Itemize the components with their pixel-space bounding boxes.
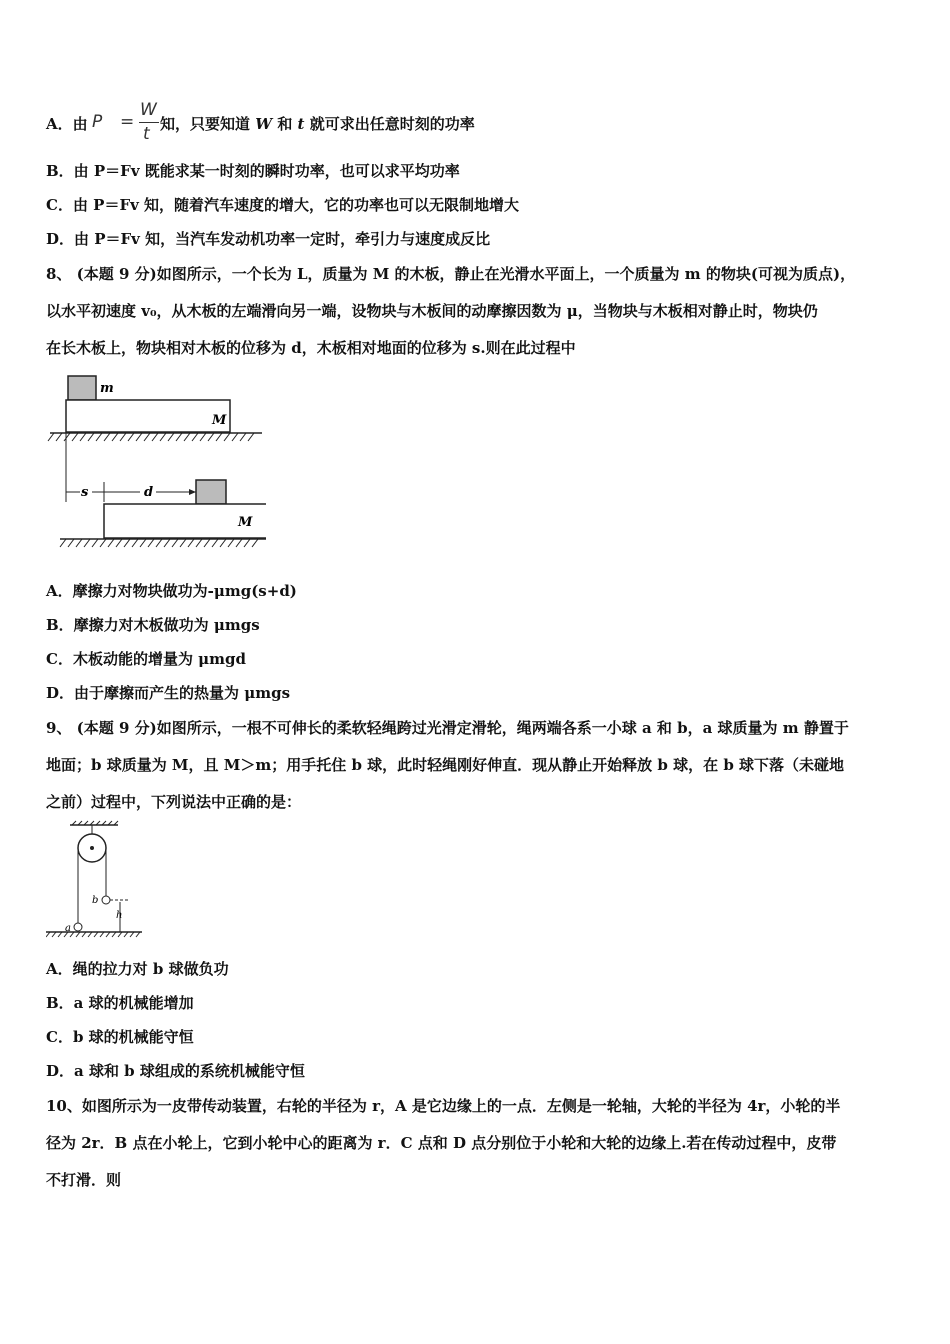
ball-a [74, 923, 82, 931]
q7-option-d: D．由 P＝Fv 知，当汽车发动机功率一定时，牵引力与速度成反比 [46, 230, 491, 248]
block-m-top [68, 376, 96, 400]
q7-option-b: B．由 P＝Fv 既能求某一时刻的瞬时功率，也可以求平均功率 [46, 162, 460, 180]
label-M-top: M [212, 413, 227, 428]
q10-stem-line3: 不打滑．则 [46, 1171, 122, 1189]
q7-a-text [160, 114, 475, 134]
label-d: d [144, 485, 154, 500]
label-a: a [65, 923, 71, 934]
label-M-bottom: M [238, 515, 253, 530]
q7-a-t: t [297, 115, 305, 133]
block-m-bottom [196, 480, 226, 504]
q9-stem-line1: 9、 (本题 9 分)如图所示，一根不可伸长的柔软轻绳跨过光滑定滑轮，绳两端各系一小球 a 和 b，a 球质量为 m 静置于 [46, 719, 849, 737]
label-b: b [92, 895, 99, 906]
label-s: s [81, 485, 89, 500]
formula-P: P [92, 112, 103, 132]
q7-a-and: 和 [272, 115, 298, 133]
ground-hatch-top [48, 433, 254, 441]
formula-t: t [143, 124, 150, 144]
fraction-bar [139, 122, 159, 123]
q8-option-b: B．摩擦力对木板做功为 μmgs [46, 616, 260, 634]
q10-stem-line2: 径为 2r．B 点在小轮上，它到小轮中心的距离为 r．C 点和 D 点分别位于小轮和大轮的边缘上.若在传动过程中，皮带 [46, 1134, 837, 1152]
q9-figure-pulley [46, 820, 146, 940]
q9-stem-line2: 地面；b 球质量为 M，且 M＞m；用手托住 b 球，此时轻绳刚好伸直．现从静止开始释放 b 球，在 b 球下落（未碰地 [46, 756, 845, 774]
q8-option-a: A．摩擦力对物块做功为-μmg(s+d) [46, 582, 297, 600]
q8-option-d: D．由于摩擦而产生的热量为 μmgs [46, 684, 291, 702]
q7-a-post1: 知，只要知道 [160, 115, 256, 133]
q8-stem-line2: 以水平初速度 v₀，从木板的左端滑向另一端，设物块与木板间的动摩擦因数为 μ，当物块与木板相对静止时，物块仍 [46, 302, 818, 320]
q9-option-d: D．a 球和 b 球组成的系统机械能守恒 [46, 1062, 305, 1080]
q8-stem-line1: 8、 (本题 9 分)如图所示，一个长为 L，质量为 M 的木板，静止在光滑水平面上，一个质量为 m 的物块(可视为质点)， [46, 265, 856, 283]
q9-option-b: B．a 球的机械能增加 [46, 994, 194, 1012]
q10-stem-line1: 10、如图所示为一皮带传动装置，右轮的半径为 r，A 是它边缘上的一点．左侧是一轮轴，大轮的半径为 4r，小轮的半 [46, 1097, 841, 1115]
q7-option-c: C．由 P＝Fv 知，随着汽车速度的增大，它的功率也可以无限制地增大 [46, 196, 520, 214]
q8-stem-line3: 在长木板上，物块相对木板的位移为 d，木板相对地面的位移为 s.则在此过程中 [46, 339, 576, 357]
q7-a-prefix: A．由 [46, 115, 88, 133]
ground-hatch-bottom [60, 539, 258, 547]
label-h: h [116, 910, 123, 921]
q7-option-a [46, 114, 88, 134]
arrow-d-head [189, 489, 196, 495]
pulley-axle [90, 846, 94, 850]
q9-option-c: C．b 球的机械能守恒 [46, 1028, 194, 1046]
q7-a-post2: 就可求出任意时刻的功率 [304, 115, 475, 133]
formula-equals: = [120, 112, 135, 132]
q9-stem-line3: 之前）过程中，下列说法中正确的是： [46, 793, 302, 811]
q8-option-c: C．木板动能的增量为 μmgd [46, 650, 246, 668]
formula-W: W [140, 100, 157, 120]
board-M-top [66, 400, 230, 432]
q8-figure-board-block [46, 372, 266, 554]
label-m: m [100, 381, 114, 396]
q9-option-a: A．绳的拉力对 b 球做负功 [46, 960, 229, 978]
ball-b [102, 896, 110, 904]
q7-a-W: W [255, 115, 273, 133]
